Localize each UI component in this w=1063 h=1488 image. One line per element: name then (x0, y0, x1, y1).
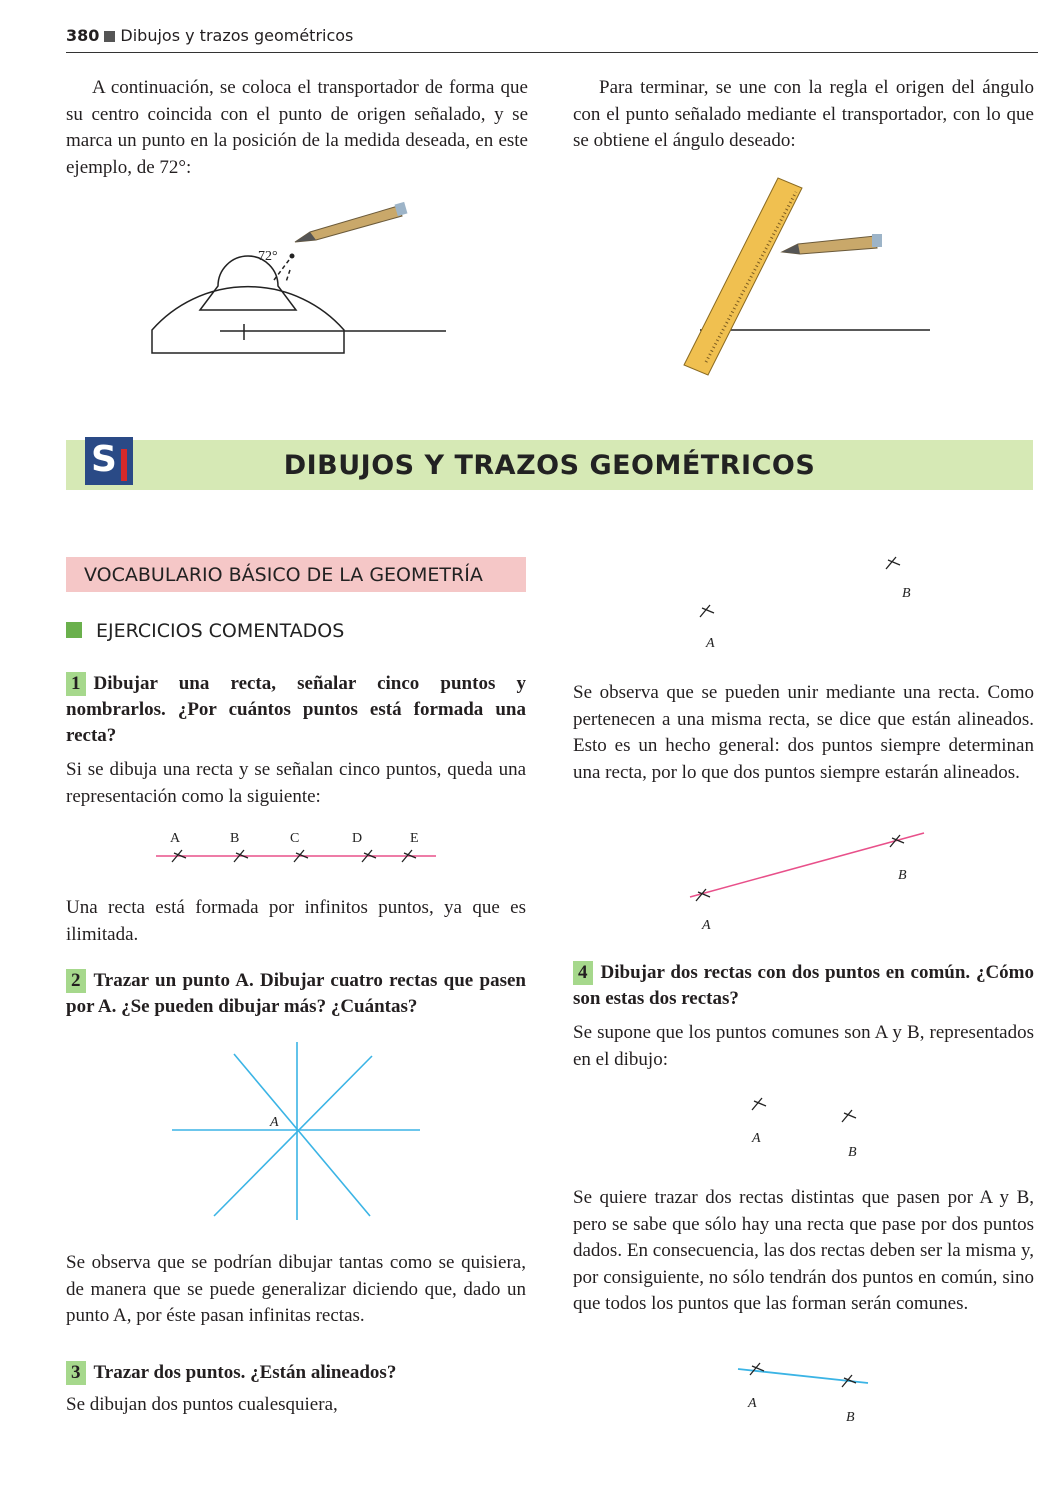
angle-mark-dash (286, 270, 290, 282)
exercise-3-question (66, 1360, 526, 1386)
intro-left-paragraph: A continuación, se coloca el transportador de forma que su centro coincida con el punto de origen señalado, y se marca un punto en la posición de la medida deseada, en este ejemplo, de 72°: (66, 77, 528, 178)
exercise-4-answer-1: Se supone que los puntos comunes son A y B, representados en el dibujo: (573, 1022, 1034, 1070)
point-label-a-common: A (752, 1131, 761, 1146)
protractor-figure (140, 190, 460, 370)
exercise-2-answer: Se observa que se podrían dibujar tantas como se quisiera, de manera que se puede generalizar diciendo que, dado un punto A, por éste pasan infinitas rectas. (66, 1252, 526, 1326)
line-ab-blue (738, 1369, 868, 1383)
line-ab (690, 833, 924, 897)
angle-point (290, 254, 295, 259)
exercise-2 (66, 968, 526, 1020)
point-mark-a-coincident (750, 1363, 764, 1375)
exercise-1-question (66, 671, 526, 749)
header-square-icon (104, 31, 115, 42)
exercise-3 (66, 1360, 526, 1419)
exercise-1-number: 1 (66, 672, 86, 696)
five-points-figure (150, 820, 450, 870)
exercises-heading (66, 620, 344, 642)
logo-letter: S (91, 439, 117, 480)
subsection-title: VOCABULARIO BÁSICO DE LA GEOMETRÍA (66, 557, 526, 592)
point-label-e: E (410, 831, 419, 846)
point-label-a-aligned: A (702, 918, 711, 933)
exercise-3-question-text: Trazar dos puntos. ¿Están alineados? (93, 1362, 397, 1383)
exercises-heading-text: EJERCICIOS COMENTADOS (96, 620, 345, 642)
intro-right-paragraph: Para terminar, se une con la regla el origen del ángulo con el punto señalado mediante el transportador, con lo que se obtiene el ángulo deseado: (573, 77, 1034, 151)
line-diagonal-2 (214, 1056, 372, 1216)
protractor-label: 72° (258, 249, 278, 264)
point-label-b: B (230, 831, 240, 846)
point-label-c: C (290, 831, 300, 846)
exercise-4-number: 4 (573, 961, 593, 985)
point-label-a-coincident: A (748, 1396, 757, 1411)
exercise-1-answer-2: Una recta está formada por infinitos puntos, ya que es ilimitada. (66, 897, 526, 945)
point-mark-a-top (700, 605, 714, 617)
exercise-2-question (66, 968, 526, 1020)
ruler-icon (684, 178, 802, 375)
section-title: DIBUJOS Y TRAZOS GEOMÉTRICOS (283, 450, 816, 481)
point-mark-b-common (842, 1110, 856, 1122)
pencil-icon (295, 202, 407, 242)
point-label-b-coincident: B (846, 1410, 855, 1425)
point-mark-a-common (752, 1098, 766, 1110)
exercise-4-question-text: Dibujar dos rectas con dos puntos en común. ¿Cómo son estas dos rectas? (573, 962, 1034, 1009)
exercise-4 (573, 960, 1034, 1073)
coincident-lines-figure (730, 1355, 880, 1427)
exercise-3-answer-1: Se dibujan dos puntos cualesquiera, (66, 1394, 338, 1415)
protractor-outline (152, 287, 344, 353)
point-label-b-aligned: B (898, 868, 907, 883)
point-mark-b-top (886, 557, 900, 569)
common-points-figure (730, 1090, 890, 1162)
header-title: Dibujos y trazos geométricos (120, 26, 354, 45)
page-header (66, 26, 1038, 53)
point-label-d: D (352, 831, 363, 846)
page-number: 380 (66, 26, 100, 45)
aligned-points-figure (680, 825, 940, 935)
point-label-b-common: B (848, 1145, 857, 1160)
pencil-icon-right (782, 234, 882, 254)
exercise-4-question (573, 960, 1034, 1012)
exercise-4-answer-2: Se quiere trazar dos rectas distintas que pasen por A y B, pero se sabe que sólo hay una recta que pase por dos puntos dados. En consecuencia, las dos rectas deben ser la misma y, por consiguiente, no sólo tendrán dos puntos en común, sino que todos los puntos que las forman serán comunes. (573, 1187, 1034, 1314)
exercise-1 (66, 671, 526, 810)
ruler-figure (670, 170, 940, 385)
point-label-a-top: A (706, 636, 715, 651)
exercise-3-answer-2: Se observa que se pueden unir mediante una recta. Como pertenecen a una misma recta, se dice que están alineados. Esto es un hecho general: dos puntos siempre determinan una recta, por lo que dos puntos siempre estarán alineados. (573, 682, 1034, 783)
point-label-a: A (170, 831, 181, 846)
two-points-figure (660, 545, 940, 655)
point-label-a-center: A (270, 1115, 279, 1130)
star-lines-figure (170, 1040, 426, 1222)
exercise-2-number: 2 (66, 969, 86, 993)
exercise-1-answer-1: Si se dibuja una recta y se señalan cinco puntos, queda una representación como la siguiente: (66, 759, 526, 807)
exercise-2-question-text: Trazar un punto A. Dibujar cuatro rectas que pasen por A. ¿Se pueden dibujar más? ¿Cuántas? (66, 970, 526, 1017)
exercise-3-number: 3 (66, 1361, 86, 1385)
exercise-1-question-text: Dibujar una recta, señalar cinco puntos y nombrarlos. ¿Por cuántos puntos está formada una recta? (66, 673, 526, 746)
protractor-inner (200, 256, 296, 310)
point-label-b-top: B (902, 586, 911, 601)
heading-square-icon (66, 622, 82, 638)
